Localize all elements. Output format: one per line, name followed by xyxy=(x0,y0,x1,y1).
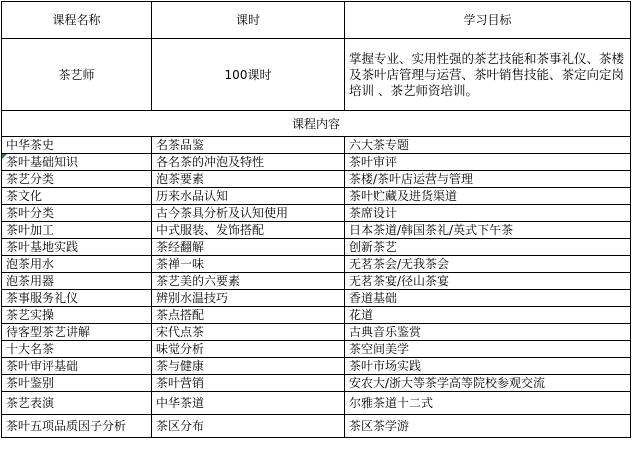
table-cell[interactable]: 茶事服务礼仪 xyxy=(2,290,152,307)
table-row xyxy=(2,222,631,239)
table-cell[interactable]: 茶禅一味 xyxy=(152,256,345,273)
table-cell[interactable]: 宋代点茶 xyxy=(152,324,345,341)
table-cell[interactable]: 茶叶五项品质因子分析 xyxy=(2,415,152,438)
table-cell[interactable]: 茶艺美的六要素 xyxy=(152,273,345,290)
table-cell[interactable]: 茶楼/茶叶店运营与管理 xyxy=(345,171,631,188)
table-row xyxy=(2,154,631,171)
table-cell[interactable]: 茶与健康 xyxy=(152,358,345,375)
table-cell[interactable]: 中华茶史 xyxy=(2,137,152,154)
table-row xyxy=(2,415,631,438)
table-cell[interactable]: 无茗茶宴/径山茶宴 xyxy=(345,273,631,290)
table-cell[interactable]: 古典音乐鉴赏 xyxy=(345,324,631,341)
table-cell[interactable]: 尔雅茶道十二式 xyxy=(345,392,631,415)
course-name-cell: 茶艺师 xyxy=(2,39,152,111)
table-cell[interactable]: 待客型茶艺讲解 xyxy=(2,324,152,341)
section-title: 课程内容 xyxy=(2,111,631,137)
course-hours-cell: 100课时 xyxy=(152,39,345,111)
table-cell[interactable]: 中式服装、发饰搭配 xyxy=(152,222,345,239)
table-row xyxy=(2,273,631,290)
table-cell[interactable]: 茶席设计 xyxy=(345,205,631,222)
table-row xyxy=(2,375,631,392)
table-cell[interactable]: 十大名茶 xyxy=(2,341,152,358)
table-cell[interactable]: 花道 xyxy=(345,307,631,324)
table-cell[interactable]: 茶叶基地实践 xyxy=(2,239,152,256)
table-cell[interactable]: 茶艺实操 xyxy=(2,307,152,324)
table-cell[interactable]: 茶叶分类 xyxy=(2,205,152,222)
table-cell[interactable]: 六大茶专题 xyxy=(345,137,631,154)
table-cell[interactable]: 泡茶用水 xyxy=(2,256,152,273)
course-info-row xyxy=(2,39,631,111)
table-row xyxy=(2,358,631,375)
table-cell[interactable]: 泡茶要素 xyxy=(152,171,345,188)
table-row xyxy=(2,256,631,273)
table-cell[interactable]: 茶点搭配 xyxy=(152,307,345,324)
table-cell[interactable]: 茶叶审评基础 xyxy=(2,358,152,375)
table-row xyxy=(2,137,631,154)
header-goal: 学习目标 xyxy=(345,2,631,39)
table-cell[interactable]: 辨别水温技巧 xyxy=(152,290,345,307)
table-cell[interactable]: 茶叶贮藏及进货渠道 xyxy=(345,188,631,205)
table-cell[interactable]: 安农大/浙大等茶学高等院校参观交流 xyxy=(345,375,631,392)
table-cell[interactable]: 中华茶道 xyxy=(152,392,345,415)
header-hours: 课时 xyxy=(152,2,345,39)
header-course-name: 课程名称 xyxy=(2,2,152,39)
table-cell[interactable]: 创新茶艺 xyxy=(345,239,631,256)
table-row xyxy=(2,307,631,324)
table-row xyxy=(2,290,631,307)
table-cell[interactable]: 香道基础 xyxy=(345,290,631,307)
table-cell[interactable]: 茶艺分类 xyxy=(2,171,152,188)
table-cell[interactable]: 茶区分布 xyxy=(152,415,345,438)
table-cell[interactable]: 茶叶审评 xyxy=(345,154,631,171)
table-cell[interactable]: 名茶品鉴 xyxy=(152,137,345,154)
table-cell[interactable]: 茶叶基础知识 xyxy=(2,154,152,171)
table-cell[interactable]: 茶叶营销 xyxy=(152,375,345,392)
table-cell[interactable]: 茶区茶学游 xyxy=(345,415,631,438)
table-cell[interactable]: 茶艺表演 xyxy=(2,392,152,415)
table-cell[interactable]: 各名茶的冲泡及特性 xyxy=(152,154,345,171)
header-row xyxy=(2,2,631,39)
course-goal-cell: 掌握专业、实用性强的茶艺技能和茶事礼仪、茶楼及茶叶店管理与运营、茶叶销售技能、茶定向定岗培训 、茶艺师资培训。 xyxy=(345,39,631,111)
table-cell[interactable]: 古今茶具分析及认知使用 xyxy=(152,205,345,222)
table-cell[interactable]: 茶叶鉴别 xyxy=(2,375,152,392)
table-cell[interactable]: 日本茶道/韩国茶礼/英式下午茶 xyxy=(345,222,631,239)
table-row xyxy=(2,239,631,256)
table-cell[interactable]: 茶经翻解 xyxy=(152,239,345,256)
table-cell[interactable]: 味觉分析 xyxy=(152,341,345,358)
table-row xyxy=(2,205,631,222)
table-cell[interactable]: 泡茶用器 xyxy=(2,273,152,290)
table-row xyxy=(2,171,631,188)
table-cell[interactable]: 茶叶市场实践 xyxy=(345,358,631,375)
section-title-row xyxy=(2,111,631,137)
table-row xyxy=(2,392,631,415)
table-row xyxy=(2,188,631,205)
table-row xyxy=(2,324,631,341)
course-table xyxy=(1,1,631,438)
table-cell[interactable]: 茶文化 xyxy=(2,188,152,205)
table-row xyxy=(2,341,631,358)
table-cell[interactable]: 茶叶加工 xyxy=(2,222,152,239)
table-cell[interactable]: 历来水品认知 xyxy=(152,188,345,205)
table-cell[interactable]: 茶空间美学 xyxy=(345,341,631,358)
table-cell[interactable]: 无茗茶会/无我茶会 xyxy=(345,256,631,273)
